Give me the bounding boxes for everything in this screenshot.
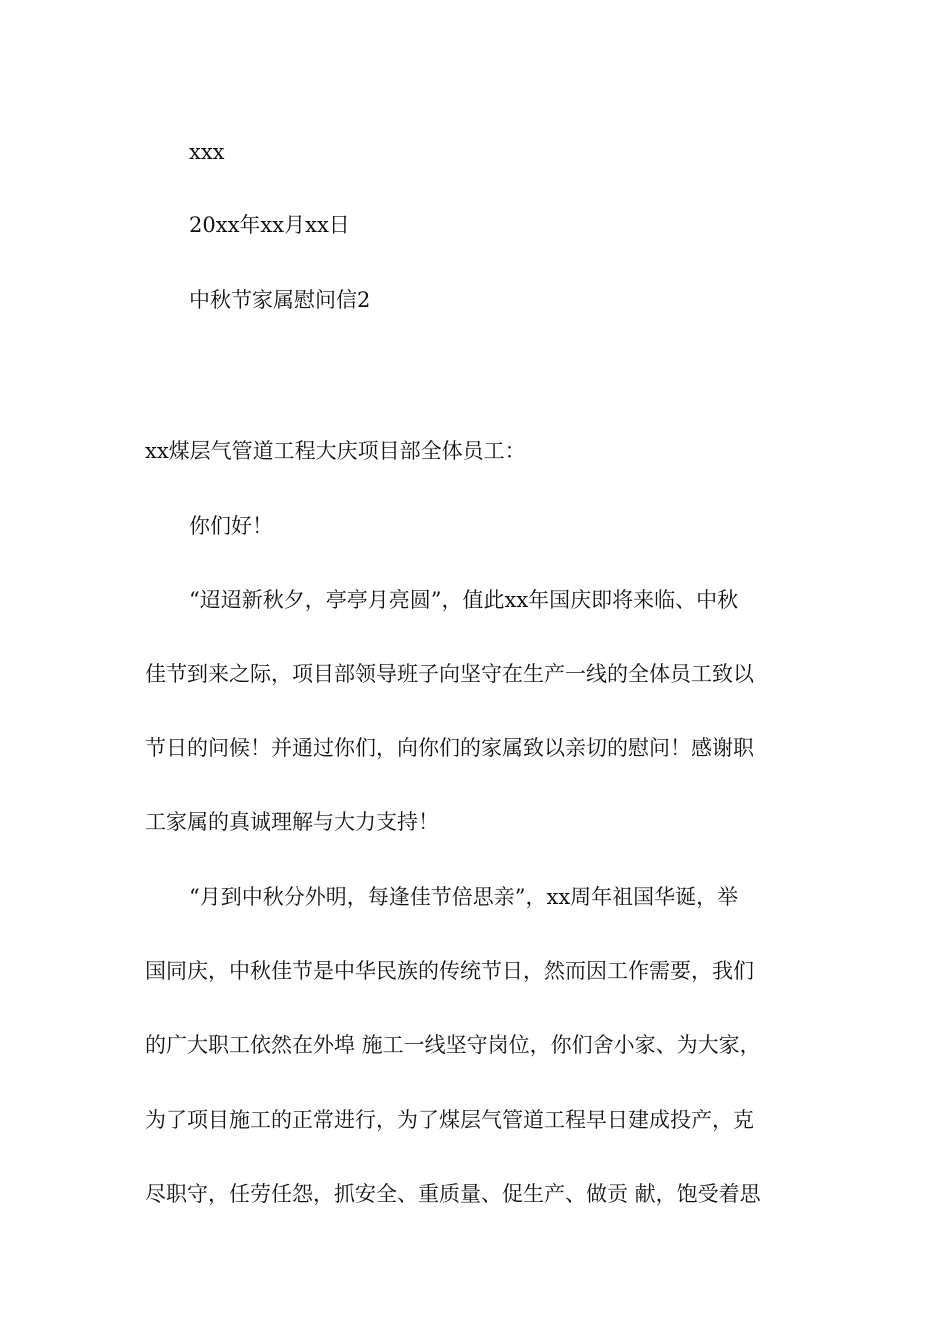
paragraph2-line: “月到中秋分外明，每逢佳节倍思亲”，xx周年祖国华诞，举 [189,885,739,909]
paragraph1-line: 工家属的真诚理解与大力支持！ [145,810,439,834]
paragraph1-line: 佳节到来之际，项目部领导班子向坚守在生产一线的全体员工致以 [145,662,754,686]
paragraph2-line: 为了项目施工的正常进行，为了煤层气管道工程早日建成投产，克 [145,1108,754,1132]
paragraph1-line: 节日的问候！并通过你们，向你们的家属致以亲切的慰问！感谢职 [145,736,754,760]
greeting: 你们好！ [189,514,273,538]
paragraph2-line: 国同庆，中秋佳节是中华民族的传统节日，然而因工作需要，我们 [145,959,754,983]
letter-title: 中秋节家属慰问信2 [189,288,371,312]
signature-name: xxx [189,140,225,164]
paragraph1-line: “迢迢新秋夕，亭亭月亮圆”，值此xx年国庆即将来临、中秋 [189,588,739,612]
signature-date: 20xx年xx月xx日 [189,213,350,237]
paragraph2-line: 尽职守，任劳任怨，抓安全、重质量、促生产、做贡 献，饱受着思 [145,1182,761,1206]
paragraph2-line: 的广大职工依然在外埠 施工一线坚守岗位，你们舍小家、为大家， [145,1033,761,1057]
salutation: xx煤层气管道工程大庆项目部全体员工： [145,439,526,463]
